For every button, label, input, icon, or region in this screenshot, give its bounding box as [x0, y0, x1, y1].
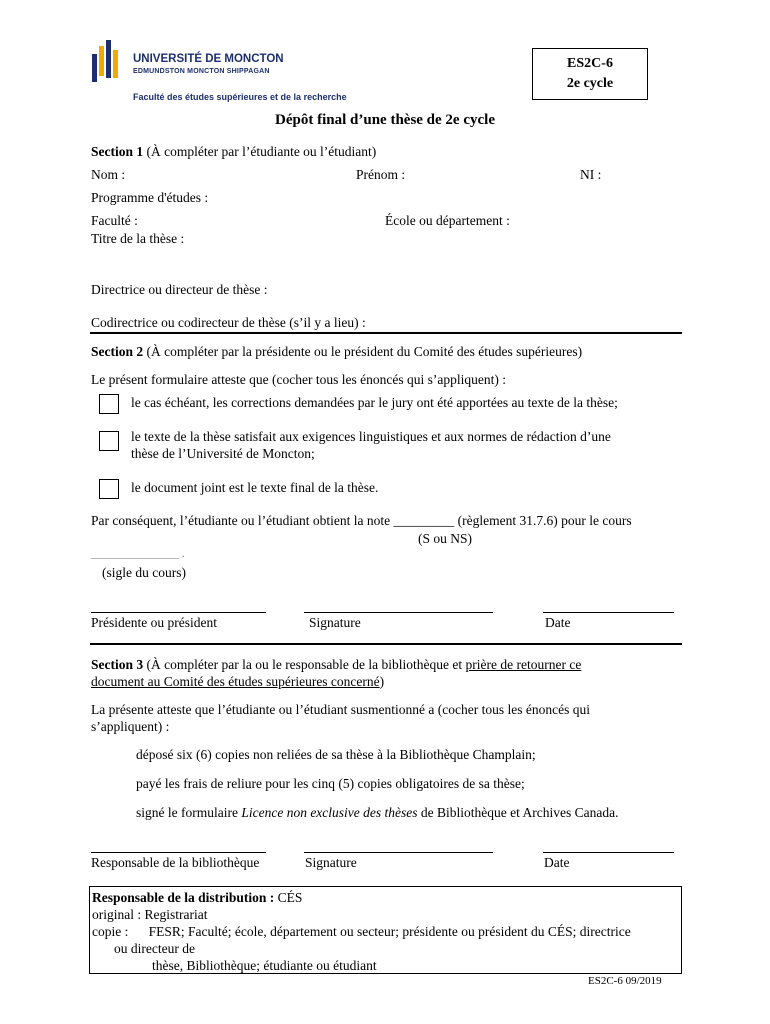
section2-intro: Le présent formulaire atteste que (cocher tous les énoncés qui s’appliquent) : — [91, 372, 506, 387]
university-name: UNIVERSITÉ DE MONCTON — [133, 53, 284, 65]
distribution-box — [89, 886, 682, 974]
label-date: Date — [545, 615, 571, 630]
distribution-copie-3: thèse, Bibliothèque; étudiante ou étudiant — [152, 958, 377, 973]
section3-subtitle-underlined: prière de retourner ce — [465, 657, 582, 672]
form-code: ES2C-6 — [567, 56, 613, 71]
label-date: Date — [544, 855, 570, 870]
footer-code: ES2C-6 09/2019 — [588, 975, 662, 987]
sig-line-date[interactable] — [543, 612, 674, 613]
section3-subtitle-underlined-2: document au Comité des études supérieures concerné — [91, 674, 380, 689]
item-corrections: le cas échéant, les corrections demandées par le jury ont été apportées au texte de la thèse; — [131, 395, 618, 410]
label-signature: Signature — [305, 855, 357, 870]
distribution-label: Responsable de la distribution : — [92, 890, 275, 905]
field-ecole[interactable]: École ou département : — [385, 213, 510, 228]
lib-item-licence-title: Licence non exclusive des thèses — [241, 805, 418, 820]
distribution-copie-1: copie : FESR; Faculté; école, département ou secteur; présidente ou président du CÉS; directrice — [92, 924, 631, 939]
form-code-box — [532, 48, 648, 100]
field-programme[interactable]: Programme d'études : — [91, 190, 209, 205]
field-directrice[interactable]: Directrice ou directeur de thèse : — [91, 282, 268, 297]
section2-subtitle: (À compléter par la présidente ou le président du Comité des études supérieures) — [146, 344, 583, 359]
faculty-name: Faculté des études supérieures et de la recherche — [133, 92, 347, 102]
item-linguistic-2: thèse de l’Université de Moncton; — [131, 446, 315, 461]
consequence-text: Par conséquent, l’étudiante ou l’étudiant obtient la note _________ (règlement 31.7.6) pour le cours — [91, 513, 632, 528]
lib-item-licence-post: de Bibliothèque et Archives Canada. — [417, 805, 619, 820]
label-president: Présidente ou président — [91, 615, 217, 630]
item-linguistic-1: le texte de la thèse satisfait aux exigences linguistiques et aux normes de rédaction d’une — [131, 429, 611, 444]
section2-header — [91, 344, 582, 360]
section3-intro-2: s’appliquent) : — [91, 719, 170, 734]
course-blank[interactable]: ________________ . — [91, 548, 185, 560]
label-responsable: Responsable de la bibliothèque — [91, 855, 260, 870]
distribution-value: CÉS — [277, 890, 303, 905]
sig-line-responsable[interactable] — [91, 852, 266, 853]
item-final-text: le document joint est le texte final de la thèse. — [131, 480, 379, 495]
section1-heading: Section 1 — [91, 144, 144, 159]
sig-line-signature[interactable] — [304, 612, 493, 613]
section3-subtitle-end: ) — [379, 674, 385, 689]
field-codirectrice[interactable]: Codirectrice ou codirecteur de thèse (s’il y a lieu) : — [91, 315, 366, 330]
checkbox-final-text[interactable] — [99, 479, 119, 499]
section3-intro-1: La présente atteste que l’étudiante ou l’étudiant susmentionné a (cocher tous les énoncés qui — [91, 702, 590, 717]
section1-header — [91, 144, 376, 160]
campus-list: EDMUNDSTON MONCTON SHIPPAGAN — [133, 68, 270, 75]
section1-subtitle: (À compléter par l’étudiante ou l’étudiant) — [146, 144, 377, 159]
sig-line-date[interactable] — [543, 852, 674, 853]
field-prenom[interactable]: Prénom : — [356, 167, 406, 182]
distribution-original: original : Registrariat — [92, 907, 208, 922]
page-title: Dépôt final d’une thèse de 2e cycle — [275, 112, 495, 128]
field-titre[interactable]: Titre de la thèse : — [91, 231, 185, 246]
section2-heading: Section 2 — [91, 344, 144, 359]
s-ou-ns: (S ou NS) — [418, 531, 473, 546]
field-faculte[interactable]: Faculté : — [91, 213, 138, 228]
checkbox-linguistic[interactable] — [99, 431, 119, 451]
logo-mark — [92, 40, 122, 82]
sig-line-president[interactable] — [91, 612, 266, 613]
lib-item-copies: déposé six (6) copies non reliées de sa thèse à la Bibliothèque Champlain; — [136, 747, 536, 762]
field-nom[interactable]: Nom : — [91, 167, 126, 182]
section3-subtitle: (À compléter par la ou le responsable de la bibliothèque et — [146, 657, 466, 672]
lib-item-licence-pre: signé le formulaire — [136, 805, 242, 820]
distribution-label-row — [92, 890, 302, 906]
checkbox-corrections[interactable] — [99, 394, 119, 414]
field-ni[interactable]: NI : — [580, 167, 602, 182]
section-divider — [90, 332, 682, 334]
distribution-copie-2: ou directeur de — [114, 941, 195, 956]
cycle-label: 2e cycle — [566, 76, 614, 91]
section3-heading: Section 3 — [91, 657, 144, 672]
section-divider — [90, 643, 682, 645]
lib-item-fees: payé les frais de reliure pour les cinq (5) copies obligatoires de sa thèse; — [136, 776, 525, 791]
label-signature: Signature — [309, 615, 361, 630]
sig-line-signature[interactable] — [304, 852, 493, 853]
lib-item-licence — [136, 805, 618, 821]
section3-header — [91, 656, 681, 690]
course-sigle-label: (sigle du cours) — [102, 565, 186, 580]
